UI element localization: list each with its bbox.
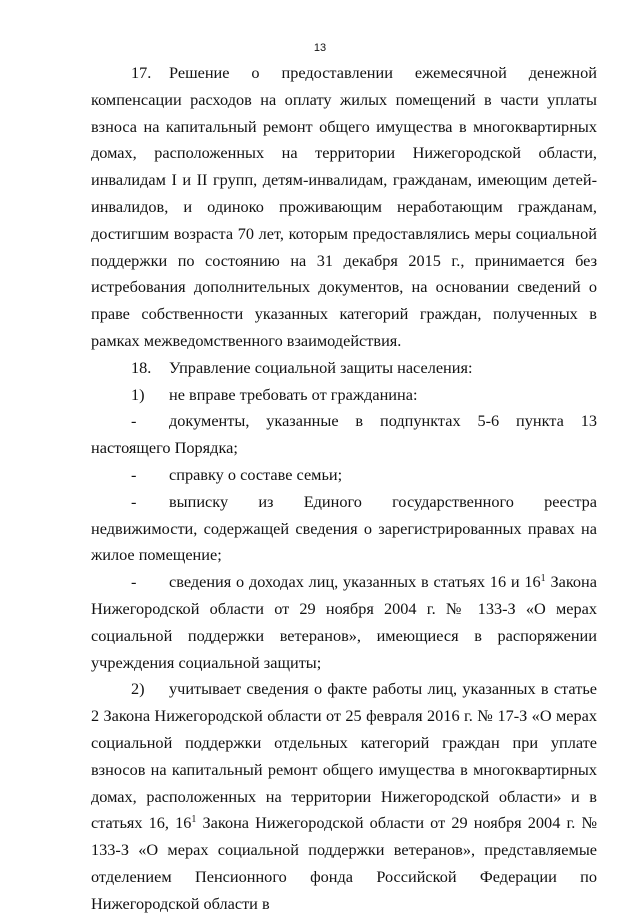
subitem-2-number: 2) bbox=[131, 679, 145, 699]
bullet-item-text-start: сведения о доходах лиц, указанных в статьях 16 и 16 bbox=[169, 572, 541, 592]
bullet-item-income-info bbox=[91, 569, 597, 676]
bullet-item-text-end: Закона Нижегородской области от 29 ноября 2004 г. № 133-З «О мерах социальной поддержки ветеранов», имеющиеся в распоряжении учреждения социальной защиты; bbox=[91, 572, 597, 672]
bullet-item-text: документы, указанные в подпунктах 5-6 пункта 13 настоящего Порядка; bbox=[91, 411, 597, 458]
subitem-2-text-start: учитывает сведения о факте работы лиц, указанных в статье 2 Закона Нижегородской области от 25 февраля 2016 г. № 17-З «О мерах социальной поддержки отдельных категорий граждан при уплате взносов на капитальный ремонт общего имущества в многоквартирных домах, расположенных на территории Нижегородской области» и в статьях 16, 16 bbox=[91, 679, 597, 833]
page-number: 13 bbox=[313, 42, 327, 54]
document-body bbox=[91, 60, 597, 918]
subitem-1-number: 1) bbox=[131, 384, 145, 404]
subitem-2-text-end: Закона Нижегородской области от 29 ноября 2004 г. № 133-З «О мерах социальной поддержки ветеранов», представляемые отделением Пенсионного фонда Российской Федерации по Нижегородской области в bbox=[91, 813, 598, 913]
paragraph-18 bbox=[91, 355, 597, 382]
bullet-marker: - bbox=[131, 464, 137, 484]
bullet-item-text: выписку из Единого государственного реестра недвижимости, содержащей сведения о зарегистрированных правах на жилое помещение; bbox=[91, 491, 597, 565]
superscript-mark: 1 bbox=[540, 573, 546, 585]
bullet-item-documents bbox=[91, 408, 597, 462]
paragraph-17-number: 17. bbox=[131, 63, 152, 82]
subitem-2 bbox=[91, 676, 597, 917]
paragraph-17-text: Решение о предоставлении ежемесячной денежной компенсации расходов на оплату жилых помещений в части уплаты взноса на капитальный ремонт общего имущества в многоквартирных домах, расположенных на территории Нижегородской области, инвалидам I и II групп, детям-инвалидам, гражданам, имеющим детей-инвалидов, и одиноко проживающим неработающим гражданам, достигшим возраста 70 лет, которым предоставлялись меры социальной поддержки по состоянию на 31 декабря 2015 г., принимается без истребования дополнительных документов, на основании сведений о праве собственности указанных категорий граждан, полученных в рамках межведомственного взаимодействия. bbox=[91, 63, 597, 350]
paragraph-18-text: Управление социальной защиты населения: bbox=[169, 357, 473, 377]
paragraph-17 bbox=[91, 60, 597, 355]
bullet-item-registry-extract bbox=[91, 489, 597, 569]
bullet-marker: - bbox=[131, 491, 137, 511]
subitem-1 bbox=[91, 382, 597, 409]
bullet-item-text: справку о составе семьи; bbox=[169, 464, 343, 484]
subitem-1-text: не вправе требовать от гражданина: bbox=[169, 384, 418, 404]
bullet-marker: - bbox=[131, 572, 137, 592]
bullet-item-family-certificate bbox=[91, 462, 597, 489]
superscript-mark: 1 bbox=[191, 814, 197, 826]
bullet-marker: - bbox=[131, 411, 137, 431]
paragraph-18-number: 18. bbox=[131, 357, 152, 377]
